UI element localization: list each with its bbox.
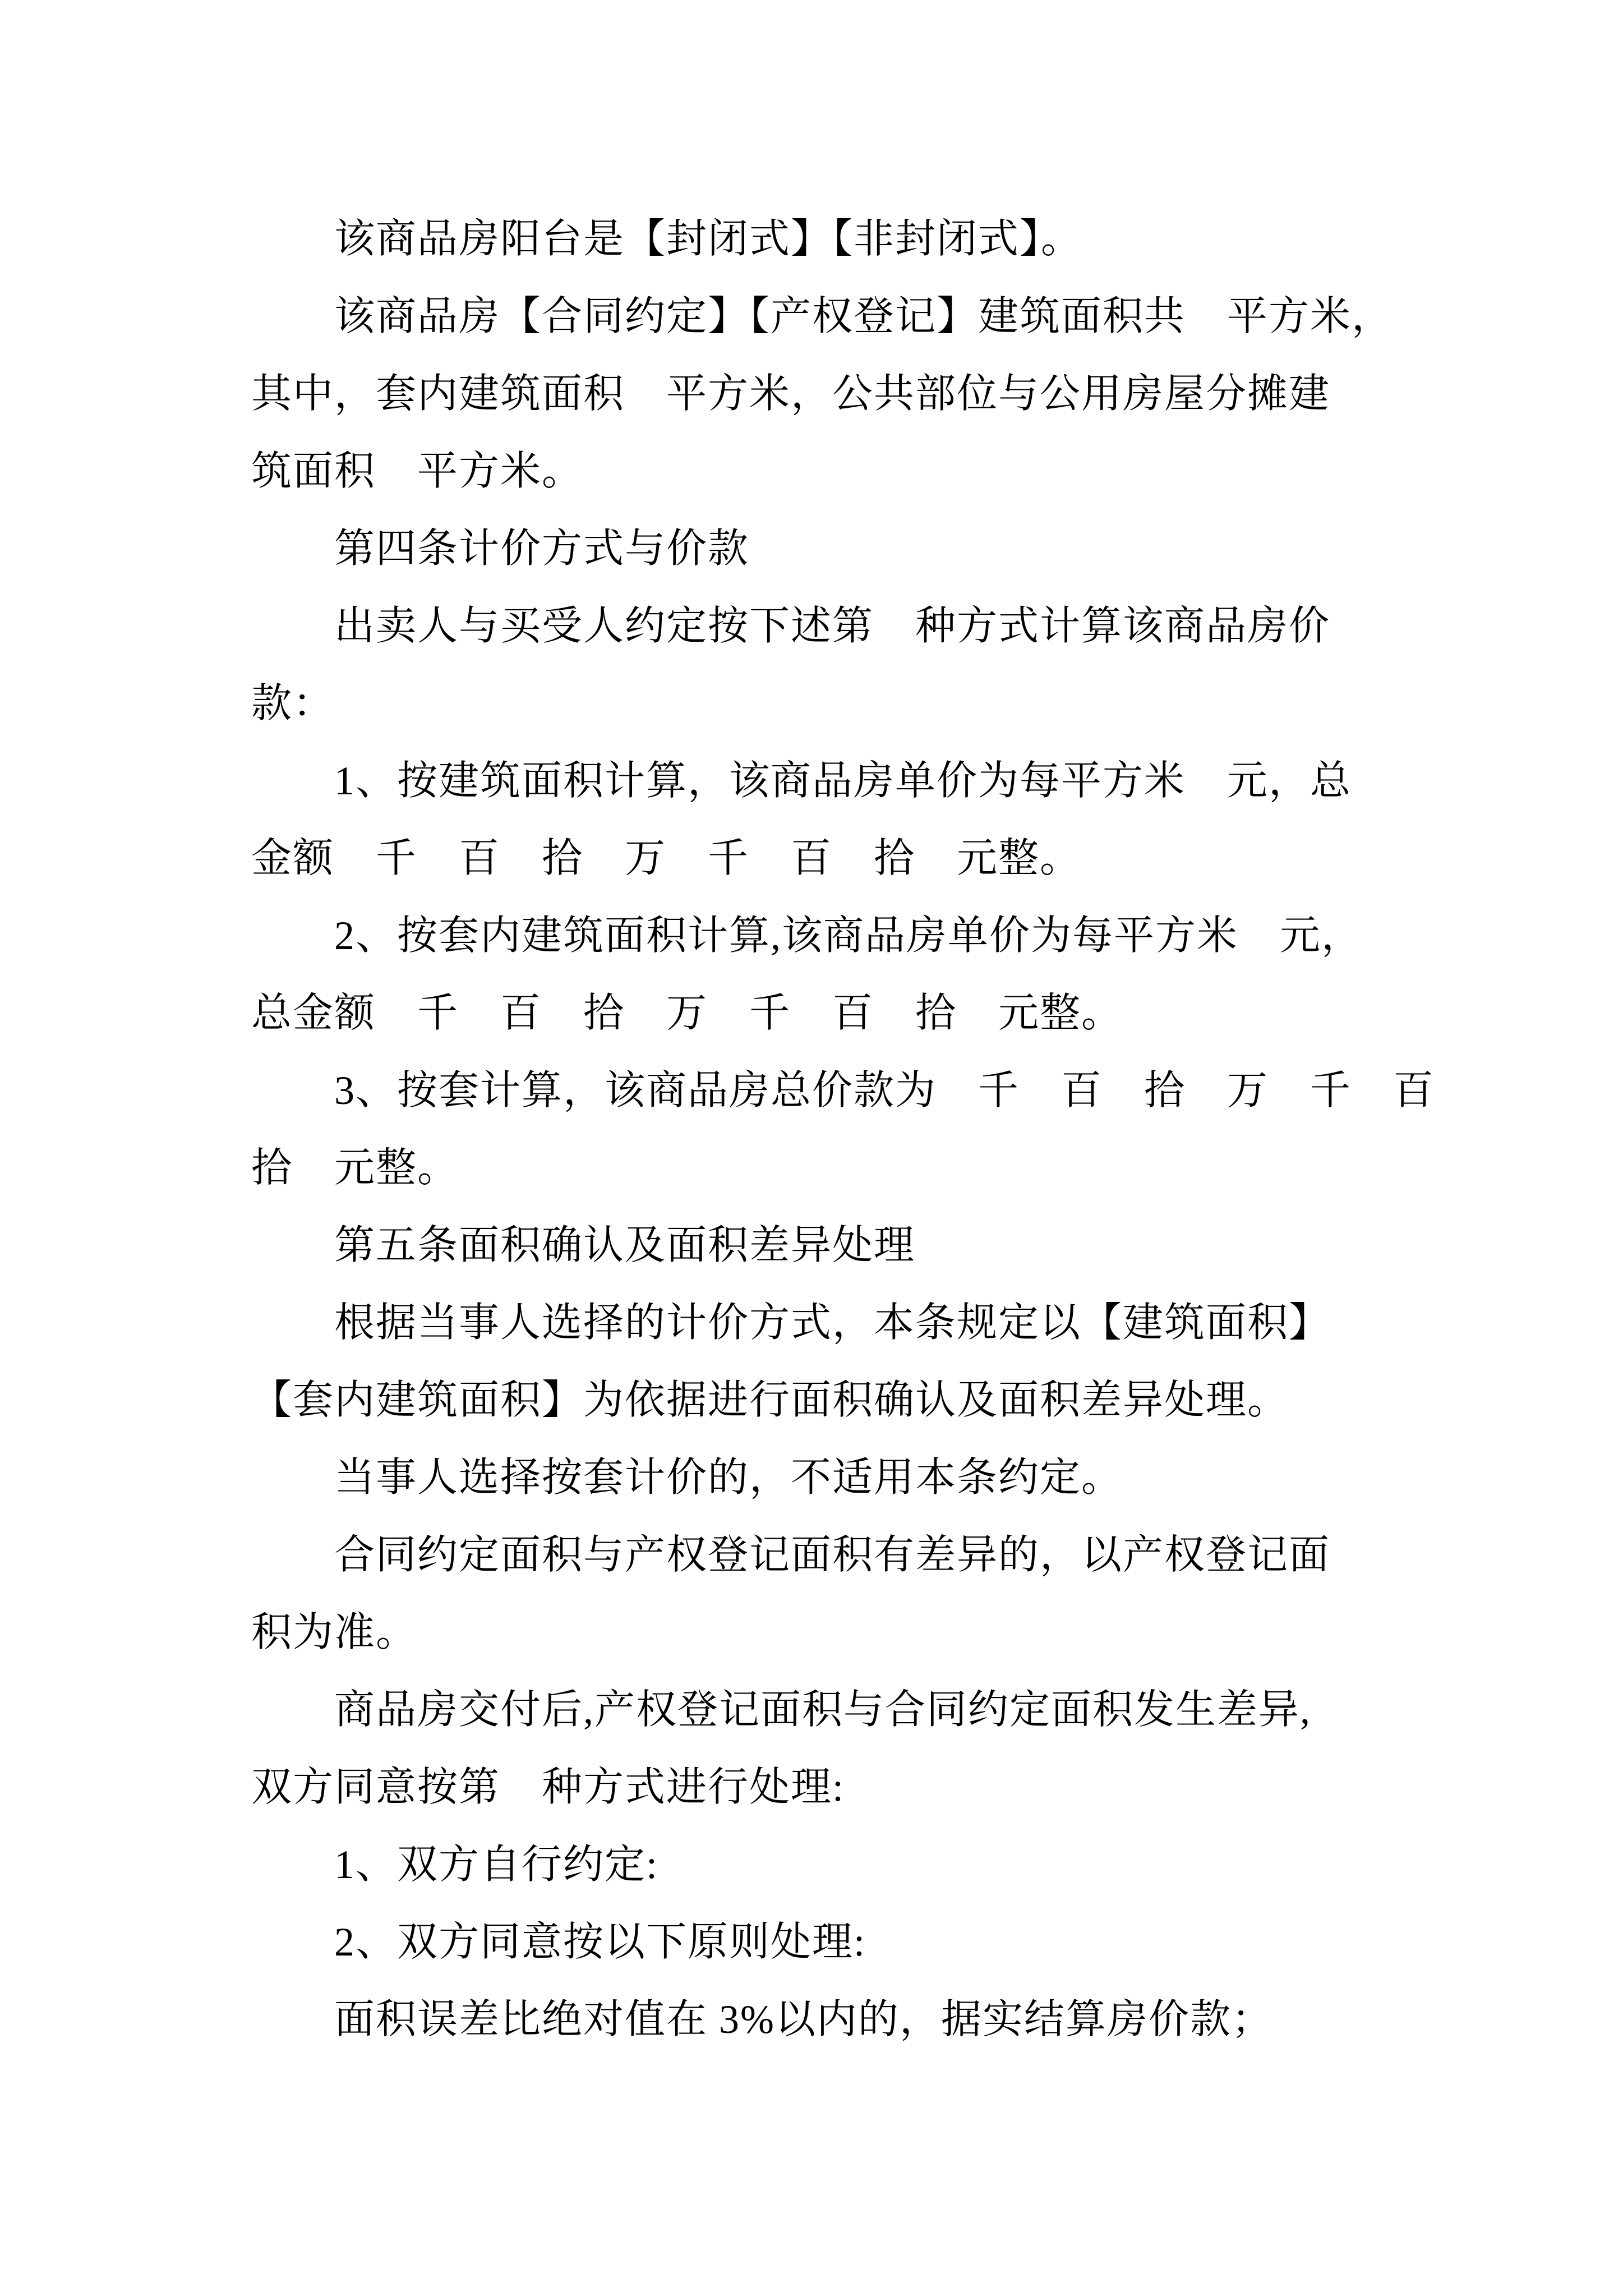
contract-line: 合同约定面积与产权登记面积有差异的，以产权登记面 [251,1533,1331,1577]
contract-line: 出卖人与买受人约定按下述第 种方式计算该商品房价 [251,604,1331,648]
contract-line: 2、双方同意按以下原则处理: [251,1920,866,1964]
contract-line: 面积误差比绝对值在 3%以内的，据实结算房价款； [251,1997,1273,2042]
contract-line: 根据当事人选择的计价方式，本条规定以【建筑面积】 [251,1300,1331,1345]
contract-line: 其中，套内建筑面积 平方米，公共部位与公用房屋分摊建 [251,371,1331,416]
contract-text-block [251,200,1435,2058]
contract-line: 款： [251,681,335,726]
contract-line: 2、按套内建筑面积计算,该商品房单价为每平方米 元， [251,913,1363,958]
contract-line: 第五条面积确认及面积差异处理 [251,1223,916,1268]
contract-line: 筑面积 平方米。 [251,449,584,494]
contract-line: 金额 千 百 拾 万 千 百 拾 元整。 [251,836,1082,881]
contract-line: 积为准。 [251,1610,418,1655]
contract-line: 当事人选择按套计价的，不适用本条约定。 [251,1455,1123,1500]
contract-line: 1、双方自行约定: [251,1842,659,1887]
contract-line: 【套内建筑面积】为依据进行面积确认及面积差异处理。 [251,1378,1289,1423]
contract-line: 双方同意按第 种方式进行处理: [251,1765,845,1810]
contract-line: 3、按套计算，该商品房总价款为 千 百 拾 万 千 百 [251,1068,1435,1113]
contract-line: 该商品房阳台是【封闭式】【非封闭式】。 [251,217,1083,261]
contract-line: 第四条计价方式与价款 [251,526,750,571]
contract-line: 商品房交付后,产权登记面积与合同约定面积发生差异, [251,1687,1312,1732]
contract-line: 拾 元整。 [251,1145,459,1190]
contract-line: 总金额 千 百 拾 万 千 百 拾 元整。 [251,991,1123,1036]
contract-line: 1、按建筑面积计算，该商品房单价为每平方米 元，总 [251,758,1352,803]
contract-line: 该商品房【合同约定】【产权登记】建筑面积共 平方米， [251,294,1394,339]
